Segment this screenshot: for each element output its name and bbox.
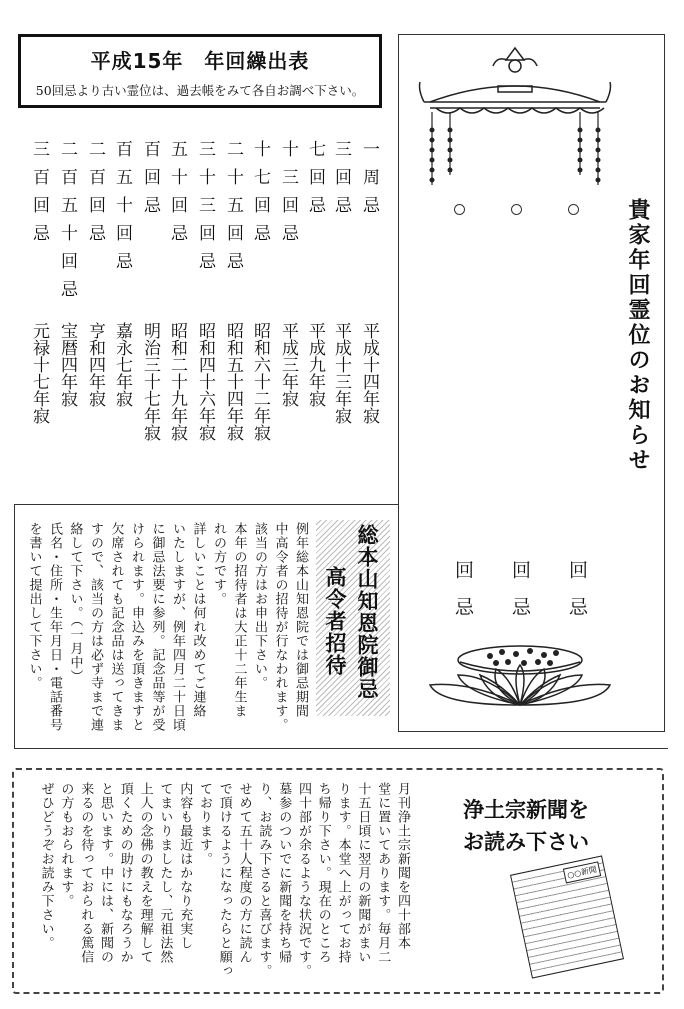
lotus-illustration: [420, 620, 620, 715]
newspaper-text-column: 頂くための助けにもなろうか: [117, 782, 133, 964]
newspaper-text-column: ります。本堂へ上がってお持: [335, 782, 351, 964]
newspaper-text-column: り、お読み下さると喜びます。: [256, 782, 272, 978]
newspaper-illustration-label: ○○新聞: [563, 861, 601, 883]
invitation-text-column: いたしますが、例年四月二十日頃: [170, 522, 185, 732]
newspaper-text-column: 内容も最近はかなり充実し: [177, 782, 193, 950]
invitation-text-column: 本年の招待者は大正十二年生ま: [231, 522, 247, 718]
anniversary-name: 二百回忌: [85, 140, 105, 252]
anniversary-name: 五十回忌: [167, 140, 187, 252]
dot-marker-3: [568, 204, 579, 215]
newspaper-text-column: 墓参のついでに新聞を持ち帰: [276, 782, 292, 964]
anniversary-year: 平成三年寂: [278, 322, 298, 407]
anniversary-year: 昭和五十四年寂: [223, 322, 243, 441]
anniversary-year: 昭和二十九年寂: [167, 322, 187, 441]
placeholder-2: 回忌: [509, 560, 531, 634]
newspaper-text-column: ぜひどうぞお読み下さい。: [38, 782, 54, 950]
anniversary-year: 亨和四年寂: [85, 322, 105, 407]
anniversary-name: 三回忌: [331, 140, 351, 224]
anniversary-title: 平成15年 年回繰出表: [90, 49, 310, 73]
invitation-text-column: けられます。申込みを頂きますと: [129, 522, 144, 732]
anniversary-year: 昭和六十二年寂: [250, 322, 270, 441]
newspaper-text-column: せめて五十人程度の方に読ん: [236, 782, 252, 964]
anniversary-name: 十七回忌: [250, 140, 270, 252]
anniversary-year: 平成十三年寂: [331, 322, 351, 424]
anniversary-name: 三十三回忌: [195, 140, 215, 280]
anniversary-year: 宝暦四年寂: [57, 322, 77, 407]
newspaper-text-column: 上人の念佛の教えを理解して: [137, 782, 153, 964]
newspaper-text-column: 来るのを待っておられる篤信: [78, 782, 94, 964]
anniversary-year: 昭和四十六年寂: [195, 322, 215, 441]
newspaper-text-column: で頂けるようになったらと願っ: [216, 782, 232, 978]
invitation-text-column: 該当の方はお申出下さい。: [252, 522, 267, 690]
newspaper-text-column: と思います。中には、新聞の: [98, 782, 113, 964]
newspaper-text-column: てまいりましたし、元祖法然: [157, 782, 173, 964]
canopy-illustration: [410, 40, 620, 200]
newspaper-text-column: の方もおられます。: [58, 782, 74, 908]
anniversary-year: 元禄十七年寂: [29, 322, 49, 424]
anniversary-name: 十三回忌: [278, 140, 298, 252]
anniversary-name: 二十五回忌: [223, 140, 243, 280]
invitation-text-column: 欠席されても記念品は送ってきま: [108, 522, 124, 732]
left-section-divider: [14, 504, 398, 505]
invitation-text-column: 氏名・住所・生年月日・電話番号: [47, 522, 62, 732]
bottom-divider: [14, 748, 668, 749]
anniversary-name: 百回忌: [140, 140, 160, 224]
invitation-text-column: 例年総本山知恩院では御忌期間: [293, 522, 308, 718]
invitation-text-column: 詳しいことは何れ改めてご連絡: [190, 522, 206, 718]
newspaper-title-line-2: お読み下さい: [463, 830, 589, 854]
anniversary-year: 明治三十七年寂: [140, 322, 160, 441]
invitation-title-line-2: 高令者招待: [323, 566, 347, 676]
left-section-border: [14, 504, 15, 748]
anniversary-name: 二百五十回忌: [57, 140, 77, 308]
anniversary-name: 七回忌: [305, 140, 325, 224]
newspaper-text-column: 十五日頃に翌月の新聞がまい: [355, 782, 371, 964]
anniversary-name: 一周忌: [359, 140, 379, 224]
anniversary-name: 三百回忌: [29, 140, 49, 252]
invitation-text-column: を書いて提出して下さい。: [26, 522, 42, 690]
invitation-text-column: れの方です。: [211, 522, 226, 606]
placeholder-3: 回忌: [566, 560, 588, 634]
newspaper-text-column: 四十部が余るような状況です。: [296, 782, 311, 978]
anniversary-year: 平成十四年寂: [359, 322, 379, 424]
newspaper-text-column: ております。: [197, 782, 212, 866]
invitation-text-column: すので、該当の方は必ず寺まで連: [88, 522, 103, 732]
anniversary-name: 百五十回忌: [112, 140, 132, 280]
newspaper-title-line-1: 浄土宗新聞を: [463, 798, 589, 822]
placeholder-1: 回忌: [452, 560, 474, 634]
invitation-text-column: 絡して下さい。（一月中）: [67, 522, 83, 684]
notice-title: 貴家年回霊位のお知らせ: [625, 198, 650, 473]
invitation-text-column: に御忌法要に参列。記念品等が受: [149, 522, 165, 732]
anniversary-subtitle: 50回忌より古い霊位は、過去帳をみて各自お調べ下さい。: [35, 83, 365, 98]
dot-marker-2: [511, 204, 522, 215]
anniversary-year: 嘉永七年寂: [112, 322, 132, 407]
newspaper-text-column: ち帰り下さい。現在のところ: [315, 782, 331, 964]
dot-marker-1: [454, 204, 465, 215]
invitation-title-line-1: 総本山知恩院御忌: [355, 524, 379, 700]
anniversary-year: 平成九年寂: [305, 322, 325, 407]
anniversary-title-box: [18, 34, 382, 108]
invitation-text-column: 中高令者の招待が行なわれます。: [272, 522, 288, 732]
newspaper-text-column: 堂に置いてあります。毎月二: [375, 782, 391, 964]
newspaper-text-column: 月刊浄土宗新聞を四十部本: [395, 782, 410, 950]
